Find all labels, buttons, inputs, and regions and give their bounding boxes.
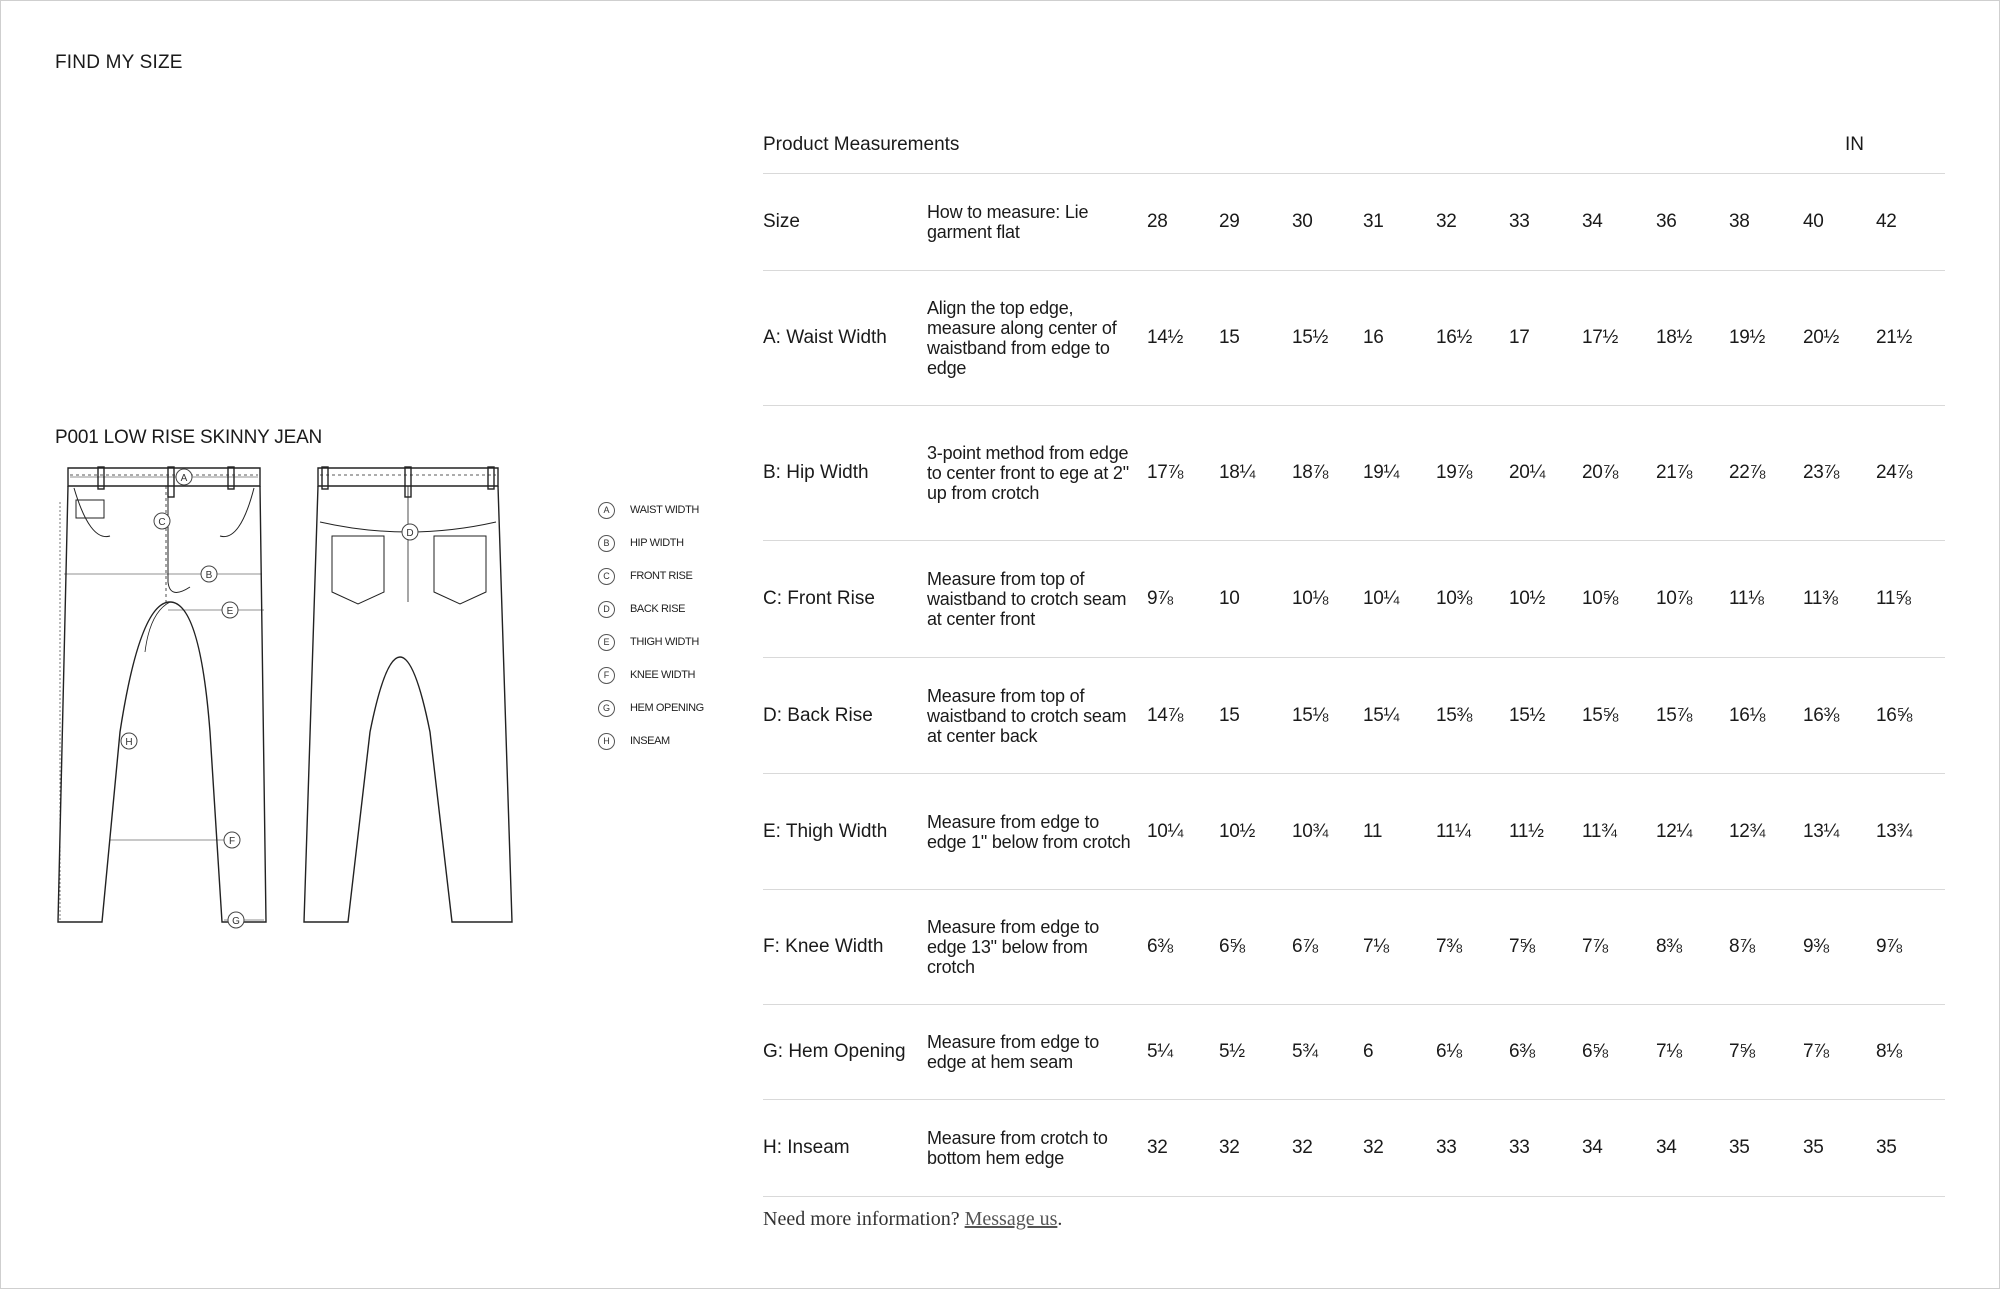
- measurement-value: 15: [1219, 704, 1240, 726]
- size-header-cell: 33: [1509, 211, 1530, 232]
- measurement-value: 6⅛: [1436, 1041, 1462, 1062]
- measurement-value: 15⅝: [1582, 704, 1619, 726]
- jeans-technical-drawing: [50, 462, 520, 942]
- measurement-value: 5¼: [1147, 1041, 1173, 1062]
- legend-item: [598, 498, 699, 522]
- measurement-value: 16: [1363, 327, 1384, 348]
- measurement-value: 7⅛: [1363, 936, 1389, 957]
- measurement-value: 15⅞: [1656, 704, 1693, 726]
- measurement-instructions: Measure from edge to edge at hem seam: [927, 1032, 1100, 1072]
- measurement-value: 15½: [1292, 327, 1329, 348]
- measurement-value: 10½: [1219, 820, 1256, 842]
- measurement-instructions: 3-point method from edge to center front to ege at 2" up from crotch: [927, 443, 1129, 503]
- measurement-value: 10½: [1509, 588, 1546, 609]
- table-row: [763, 890, 1945, 1005]
- measurement-value: 8⅞: [1729, 936, 1755, 957]
- legend-marker: H: [598, 733, 615, 750]
- svg-text:F: F: [228, 836, 236, 847]
- size-header-cell: 40: [1803, 211, 1824, 232]
- measurement-label: G: Hem Opening: [763, 1041, 906, 1062]
- measurement-value: 5¾: [1292, 1041, 1318, 1062]
- jeans-front-view: [58, 467, 266, 928]
- size-header-cell: 31: [1363, 211, 1384, 232]
- measurement-value: 6⅞: [1292, 936, 1318, 957]
- svg-text:E: E: [226, 606, 234, 617]
- measurement-value: 17⅞: [1147, 462, 1184, 483]
- measurement-value: 20¼: [1509, 462, 1546, 483]
- measurement-instructions: Measure from top of waistband to crotch seam at center front: [927, 569, 1127, 629]
- measurement-label: F: Knee Width: [763, 936, 884, 957]
- measurement-value: 35: [1876, 1137, 1897, 1158]
- how-to-measure-header: How to measure: Lie garment flat: [927, 202, 1089, 242]
- page-title: FIND MY SIZE: [55, 52, 183, 73]
- measurement-value: 14⅞: [1147, 704, 1184, 726]
- table-row: [763, 774, 1945, 890]
- measurement-value: 10¼: [1147, 820, 1184, 842]
- measurement-value: 20⅞: [1582, 462, 1619, 483]
- measurement-value: 22⅞: [1729, 462, 1766, 483]
- size-column-header: Size: [763, 211, 800, 232]
- measurement-value: 6⅝: [1582, 1041, 1608, 1062]
- measurement-value: 33: [1509, 1137, 1530, 1158]
- table-row: [763, 658, 1945, 774]
- table-row: [763, 1005, 1945, 1100]
- measurement-value: 12¼: [1656, 820, 1693, 842]
- size-header-cell: 30: [1292, 211, 1313, 232]
- measurement-value: 6⅝: [1219, 936, 1245, 957]
- measurement-value: 7⅝: [1729, 1041, 1755, 1062]
- measurement-label: D: Back Rise: [763, 704, 873, 726]
- measurement-value: 35: [1803, 1137, 1824, 1158]
- measurement-value: 34: [1656, 1137, 1677, 1158]
- measurement-value: 15¼: [1363, 704, 1400, 726]
- table-title: Product Measurements: [763, 134, 960, 155]
- svg-text:D: D: [406, 528, 414, 539]
- measurement-value: 11⅛: [1729, 588, 1764, 609]
- measurement-value: 6: [1363, 1041, 1374, 1062]
- measurement-instructions: Measure from edge to edge 1" below from crotch: [927, 811, 1131, 852]
- measurement-value: 17½: [1582, 327, 1619, 348]
- size-header-cell: 29: [1219, 211, 1240, 232]
- measurement-value: 19¼: [1363, 462, 1400, 483]
- measurement-value: 11¾: [1582, 820, 1617, 842]
- legend-marker: G: [598, 700, 615, 717]
- measurement-value: 19½: [1729, 327, 1766, 348]
- size-header-cell: 36: [1656, 211, 1677, 232]
- table-row: [763, 1100, 1945, 1197]
- measurement-instructions: Measure from top of waistband to crotch seam at center back: [927, 685, 1127, 746]
- unit-toggle[interactable]: IN: [1845, 134, 1864, 155]
- help-text-end: .: [1057, 1208, 1063, 1230]
- measurement-value: 32: [1219, 1137, 1240, 1158]
- measurement-value: 7⅜: [1436, 936, 1462, 957]
- help-footer: [763, 1208, 1062, 1231]
- measurement-label: C: Front Rise: [763, 588, 875, 609]
- measurement-value: 33: [1436, 1137, 1457, 1158]
- measurement-value: 10: [1219, 588, 1240, 609]
- measurement-value: 12¾: [1729, 820, 1766, 842]
- measurement-value: 10⅜: [1436, 588, 1473, 609]
- measurement-label: A: Waist Width: [763, 327, 887, 348]
- svg-text:C: C: [158, 517, 166, 528]
- svg-text:B: B: [205, 570, 213, 581]
- measurement-value: 10⅛: [1292, 588, 1329, 609]
- table-header-row: [763, 174, 1945, 271]
- measurement-label: E: Thigh Width: [763, 820, 888, 842]
- measurement-value: 13¾: [1876, 820, 1913, 842]
- measurement-value: 5½: [1219, 1041, 1245, 1062]
- measurement-value: 18⅞: [1292, 462, 1329, 483]
- legend-item: [598, 597, 685, 621]
- measurement-value: 8⅛: [1876, 1041, 1902, 1062]
- measurement-value: 32: [1292, 1137, 1313, 1158]
- legend-item: [598, 564, 692, 588]
- measurement-value: 16⅜: [1803, 704, 1840, 726]
- measurement-value: 20½: [1803, 327, 1840, 348]
- measurement-value: 7⅞: [1803, 1041, 1829, 1062]
- legend-label: THIGH WIDTH: [630, 636, 699, 648]
- measurement-value: 21⅞: [1656, 462, 1693, 483]
- size-header-cell: 38: [1729, 211, 1750, 232]
- measurement-label: B: Hip Width: [763, 462, 869, 483]
- measurement-value: 7⅛: [1656, 1041, 1682, 1062]
- measurement-value: 11¼: [1436, 820, 1471, 842]
- legend-item: [598, 531, 684, 555]
- size-header-cell: 34: [1582, 211, 1603, 232]
- measurement-value: 15⅛: [1292, 704, 1329, 726]
- measurement-value: 18½: [1656, 327, 1693, 348]
- legend-label: WAIST WIDTH: [630, 504, 699, 516]
- measurement-value: 18¼: [1219, 462, 1256, 483]
- legend-label: HEM OPENING: [630, 702, 704, 714]
- measurement-value: 24⅞: [1876, 462, 1913, 483]
- legend-item: [598, 729, 670, 753]
- size-header-cell: 28: [1147, 211, 1168, 232]
- legend-marker: E: [598, 634, 615, 651]
- measurement-value: 10¾: [1292, 820, 1329, 842]
- measurement-value: 13¼: [1803, 820, 1840, 842]
- measurement-value: 9⅜: [1803, 936, 1829, 957]
- measurement-value: 21½: [1876, 327, 1913, 348]
- measurement-table: [763, 130, 1945, 1197]
- legend-marker: C: [598, 568, 615, 585]
- measurement-value: 10⅝: [1582, 588, 1619, 609]
- measurement-value: 32: [1147, 1137, 1168, 1158]
- measurement-value: 23⅞: [1803, 462, 1840, 483]
- size-header-cell: 32: [1436, 211, 1457, 232]
- measurement-value: 9⅞: [1147, 588, 1173, 609]
- legend-label: INSEAM: [630, 735, 670, 747]
- measurement-value: 14½: [1147, 327, 1184, 348]
- measurement-value: 15⅜: [1436, 704, 1473, 726]
- measurement-value: 7⅝: [1509, 936, 1535, 957]
- legend-marker: D: [598, 601, 615, 618]
- legend-label: BACK RISE: [630, 603, 686, 615]
- svg-text:G: G: [232, 916, 240, 927]
- measurement-value: 8⅜: [1656, 936, 1682, 957]
- measurement-value: 35: [1729, 1137, 1750, 1158]
- measurement-value: 32: [1363, 1137, 1384, 1158]
- svg-text:A: A: [180, 473, 188, 484]
- message-us-link[interactable]: Message us: [964, 1208, 1058, 1230]
- measurement-value: 34: [1582, 1137, 1603, 1158]
- measurement-value: 10⅞: [1656, 588, 1693, 609]
- size-header-cell: 42: [1876, 211, 1897, 232]
- measurement-value: 16⅛: [1729, 704, 1766, 726]
- measurement-instructions: Measure from edge to edge 13" below from crotch: [927, 917, 1100, 977]
- legend-marker: A: [598, 502, 615, 519]
- measurement-value: 11: [1363, 820, 1383, 842]
- measurement-value: 7⅞: [1582, 936, 1608, 957]
- measurement-value: 16½: [1436, 327, 1473, 348]
- measurement-value: 15½: [1509, 704, 1546, 726]
- legend-label: HIP WIDTH: [630, 537, 684, 549]
- svg-text:H: H: [125, 737, 133, 748]
- legend-marker: F: [598, 667, 615, 684]
- measurement-instructions: Measure from crotch to bottom hem edge: [927, 1128, 1108, 1168]
- legend-item: [598, 696, 704, 720]
- legend-label: KNEE WIDTH: [630, 669, 696, 681]
- measurement-value: 6⅜: [1147, 936, 1173, 957]
- table-row: [763, 271, 1945, 406]
- table-row: [763, 541, 1945, 658]
- measurement-value: 11⅝: [1876, 588, 1911, 609]
- measurement-value: 11⅜: [1803, 588, 1838, 609]
- measurement-label: H: Inseam: [763, 1137, 850, 1158]
- legend-label: FRONT RISE: [630, 570, 693, 582]
- table-row: [763, 406, 1945, 541]
- measurement-value: 17: [1509, 327, 1530, 348]
- measurement-value: 6⅜: [1509, 1041, 1535, 1062]
- product-title: P001 LOW RISE SKINNY JEAN: [55, 427, 323, 448]
- help-text: Need more information?: [763, 1208, 960, 1230]
- measurement-value: 10¼: [1363, 588, 1400, 609]
- legend-item: [598, 630, 699, 654]
- table-title-bar: [763, 130, 1945, 174]
- measurement-value: 9⅞: [1876, 936, 1902, 957]
- measurement-value: 16⅝: [1876, 704, 1913, 726]
- jeans-back-view: [304, 467, 512, 922]
- measurement-value: 19⅞: [1436, 462, 1473, 483]
- legend-marker: B: [598, 535, 615, 552]
- measurement-value: 11½: [1509, 820, 1544, 842]
- measurement-value: 15: [1219, 327, 1240, 348]
- measurement-instructions: Align the top edge, measure along center of waistband from edge to edge: [927, 298, 1117, 378]
- legend-item: [598, 663, 695, 687]
